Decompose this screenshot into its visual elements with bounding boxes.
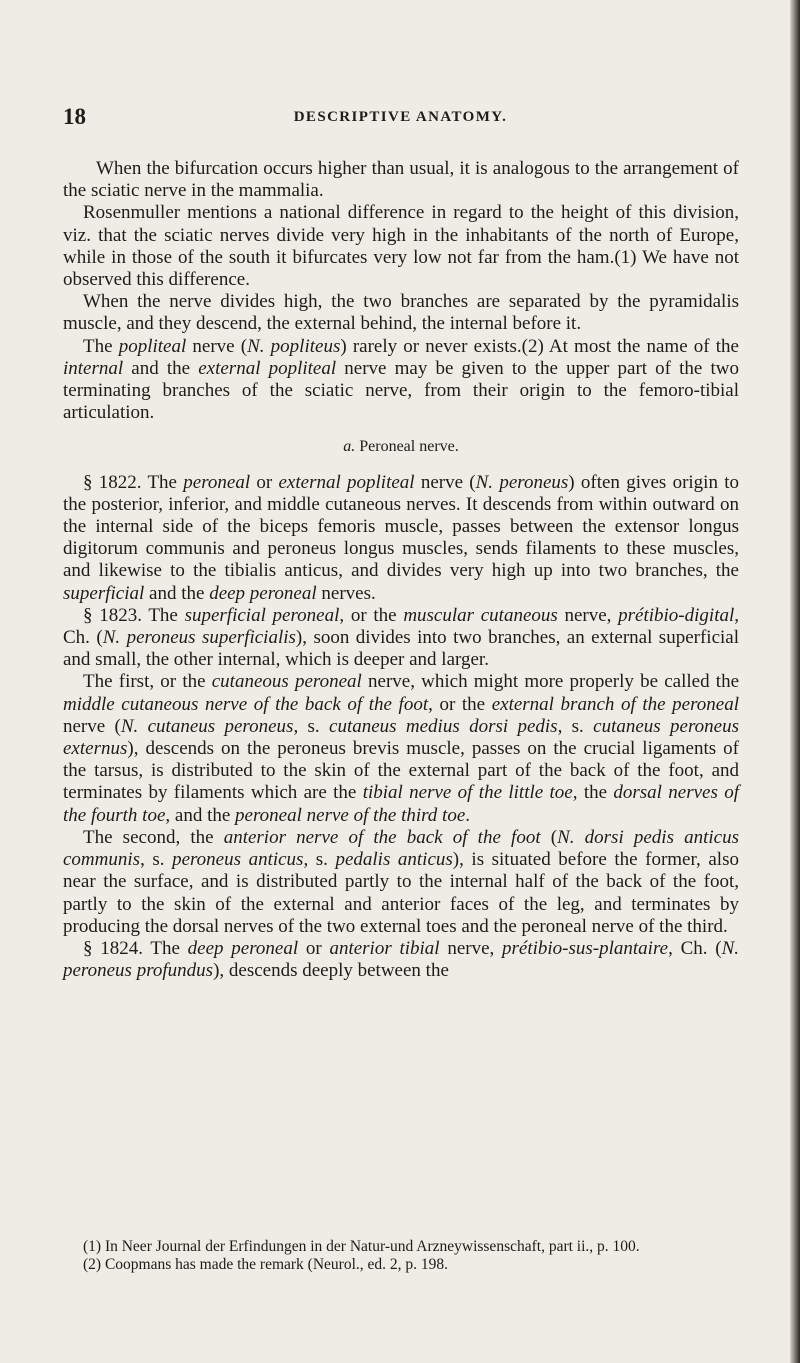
running-header — [63, 104, 738, 134]
paragraph: When the bifurcation occurs higher than usual, it is analogous to the arrangement of the sciatic nerve in the mammalia. — [63, 158, 739, 202]
paragraph: § 1823. The superficial peroneal, or the muscular cutaneous nerve, prétibio-digital, Ch. (N. peroneus superficialis), soon divides into two branches, an external superficial and small, the other internal, which is deeper and larger. — [63, 604, 739, 671]
footnote-1: (1) In Neer Journal der Erfindungen in der Natur-und Arzneywissenschaft, part ii., p. 100. — [83, 1238, 640, 1255]
paragraph: The popliteal nerve (N. popliteus) rarely or never exists.(2) At most the name of the internal and the external popliteal nerve may be given to the upper part of the two terminating branches of the sciatic nerve, from their origin to the femoro-tibial articulation. — [63, 335, 739, 424]
paragraph: § 1822. The peroneal or external popliteal nerve (N. peroneus) often gives origin to the posterior, inferior, and middle cutaneous nerves. It descends from within outward on the internal side of the biceps femoris muscle, passes between the extensor longus digitorum communis and peroneus longus muscles, sends filaments to these muscles, and likewise to the tibialis anticus, and divides very high up into two branches, the superficial and the deep peroneal nerves. — [63, 471, 739, 604]
section-letter: a. — [343, 438, 356, 456]
page-edge — [790, 0, 800, 1363]
running-head-title: DESCRIPTIVE ANATOMY. — [293, 109, 508, 125]
body-text — [63, 158, 739, 982]
footnotes — [63, 1238, 739, 1274]
paragraph: Rosenmuller mentions a national difference in regard to the height of this division, viz. that the sciatic nerves divide very high in the inhabitants of the north of Europe, while in those of the south it bifurcates very low not far from the ham.(1) We have not observed this difference. — [63, 202, 739, 291]
paragraph: When the nerve divides high, the two branches are separated by the pyramidalis muscle, and they descend, the external behind, the internal before it. — [63, 291, 739, 335]
section-heading — [63, 436, 739, 458]
section-title: Peroneal nerve. — [359, 438, 459, 456]
paragraph: The first, or the cutaneous peroneal nerve, which might more properly be called the middle cutaneous nerve of the back of the foot, or the external branch of the peroneal nerve (N. cutaneus peroneus, s. cutaneus medius dorsi pedis, s. cutaneus peroneus externus), descends on the peroneus brevis muscle, passes on the crucial ligaments of the tarsus, is distributed to the skin of the external part of the back of the foot, and terminates by filaments which are the tibial nerve of the little toe, the dorsal nerves of the fourth toe, and the peroneal nerve of the third toe. — [63, 671, 740, 826]
paragraph: § 1824. The deep peroneal or anterior tibial nerve, prétibio-sus-plantaire, Ch. (N. peroneus profundus), descends deeply between the — [63, 937, 740, 982]
footnote-2: (2) Coopmans has made the remark (Neurol., ed. 2, p. 198. — [83, 1256, 449, 1273]
paragraph: The second, the anterior nerve of the back of the foot (N. dorsi pedis anticus communis, s. peroneus anticus, s. pedalis anticus), is situated before the former, also near the surface, and is distributed partly to the internal half of the back of the foot, partly to the skin of the external and anterior faces of the leg, and terminates by producing the dorsal nerves of the two external toes and the peroneal nerve of the third. — [63, 826, 740, 937]
page-number: 18 — [63, 104, 86, 129]
